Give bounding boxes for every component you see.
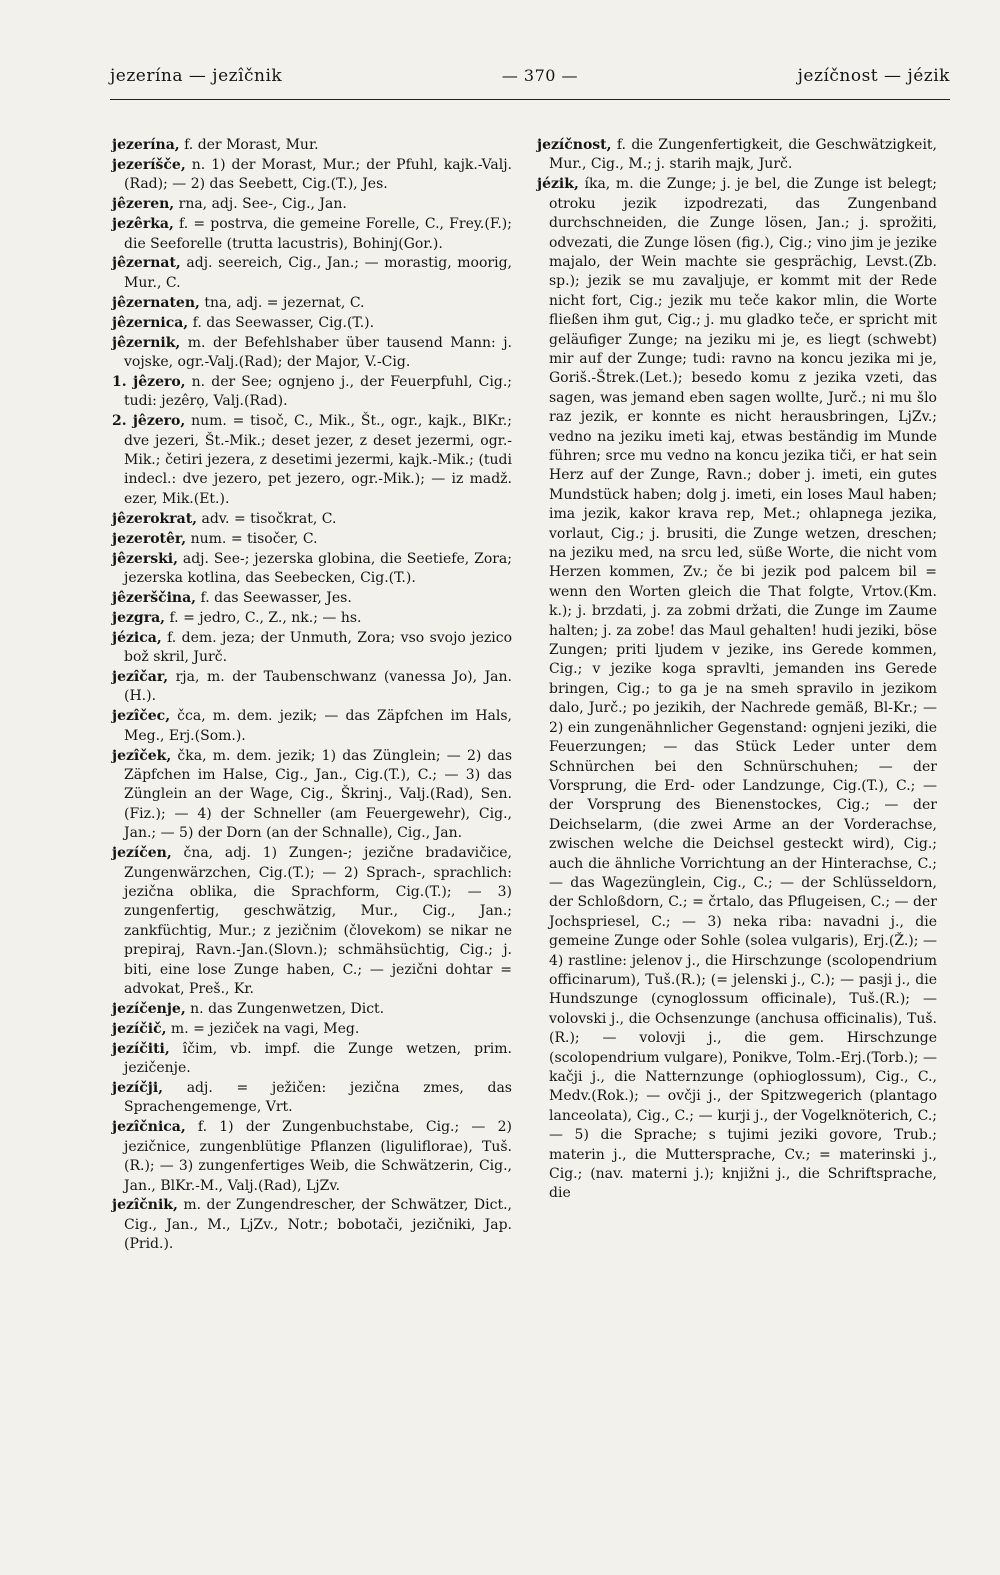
entry-headword: jezîček, (112, 747, 172, 764)
entry-definition: f. die Zungenfertigkeit, die Geschwätzigkeit, Mur., Cig., M.; j. starih majk, Jurč. (549, 137, 937, 173)
entry-definition: îčim, vb. impf. die Zunge wetzen, prim. jezičenje. (124, 1040, 512, 1077)
entry-definition: f. = jedro, C., Z., nk.; — hs. (165, 609, 362, 626)
left-column (112, 136, 512, 1255)
dictionary-entry (112, 668, 512, 707)
entry-headword: jezerína, (112, 137, 180, 153)
entry-definition: f. das Seewasser, Cig.(T.). (188, 314, 375, 331)
dictionary-entry (112, 254, 512, 293)
dictionary-entry (112, 1196, 512, 1254)
header-rule (110, 99, 950, 100)
entry-headword: jezíčnost, (537, 137, 612, 153)
dictionary-entry (112, 1000, 512, 1019)
entry-definition: num. = tisočer, C. (186, 530, 318, 547)
entry-definition: n. 1) der Morast, Mur.; der Pfuhl, kajk.-Valj.(Rad); — 2) das Seebett, Cig.(T.), Jes. (124, 156, 512, 193)
entry-definition: tna, adj. = jezernat, C. (199, 294, 365, 311)
dictionary-entry (112, 294, 512, 313)
dictionary-entry (112, 609, 512, 628)
dictionary-entry (112, 550, 512, 589)
entry-definition: íka, m. die Zunge; j. je bel, die Zunge ist belegt; otroku jezik izpodrezati, das Zungenband durchschneiden, die Zunge lösen, Jan.; j. sprožiti, odvezati, die Zunge lösen (fig.), Cig.; vino jim je jezike majalo, der Wein machte sie gesprächig, Levst.(Zb. sp.); jezik se mu zavaljuje, er kommt mit der Rede nicht fort, Cig.; jezik mu teče kakor mlin, die Worte fließen ihm gut, Cig.; j. mu gladko teče, er spricht mit geläufiger Zunge; na jeziku mi je, es liegt (schwebt) mir auf der Zunge; tudi: ravno na koncu jezika mi je, Goriš.-Štrek.(Let.); besedo komu z jezika vzeti, das sagen, was jemand eben sagen wollte, Jurč.; ni mu šlo raz jezik, er konnte es nicht herausbringen, LjZv.; vedno na jeziku imeti kaj, etwas beständig im Munde führen; srce mu vedno na koncu jezika tiči, er hat sein Herz auf der Zunge, Ravn.; dober j. imeti, ein gutes Mundstück haben; dolg j. imeti, ein loses Maul haben; ima jezik, kakor krava rep, Met.; ohlapnega jezika, vorlaut, Cig.; j. brusiti, die Zunge wetzen, dreschen; na jeziku med, na srcu led, süße Worte, die nicht vom Herzen kommen, Zv.; če bi jezik pod palcem bil = wenn den Worten gleich die That folgte, Vrtov.(Km. k.); j. brzdati, j. za zobmi držati, die Zunge im Zaume halten; j. za zobe! das Maul gehalten! hudi jeziki, böse Zungen; priti ljudem v jezike, ins Gerede kommen, Cig.; v jezike koga spravlti, jemanden ins Gerede bringen, Cig.; to ga je na smeh spravilo in jezikom dalo, Jurč.; po jezikih, der Nachrede gemäß, Bl-Kr.; — 2) ein zungenähnlicher Gegenstand: ognjeni jeziki, die Feuerzungen; — das Stück Leder unter dem Schnürchen bei den Schnürschuhen; — der Vorsprung, die Erd- oder Landzunge, Cig.(T.), C.; — der Vorsprung des Bienenstockes, Cig.; — der Deichselarm, (die zwei Arme an der Vorderachse, zwischen welche die Deichsel gesteckt wird), Cig.; auch die ähnliche Vorrichtung an der Hinterachse, C.; — das Wagezünglein, Cig., C.; — der Schlüsseldorn, der Schloßdorn, C.; = črtalo, das Pflugeisen, C.; — der Jochspriesel, C.; — 3) neka riba: navadni j., die gemeine Zunge oder Sohle (solea vulgaris), Erj.(Ž.); — 4) rastline: jelenov j., die Hirschzunge (scolopendrium officinarum), Tuš.(R.); (= jelenski j., C.); — pasji j., die Hundszunge (cynoglossum officinale), Tuš.(R.); — volovski j., die Ochsenzunge (anchusa officinalis), Tuš.(R.); — volovji j., die gem. Hirschzunge (scolopendrium vulgare), Ponikve, Tolm.-Erj.(Torb.); — kačji j., die Natternzunge (ophioglossum), Cig., C., Medv.(Rok.); — ovčji j., der Spitzwegerich (plantago lanceolata), Cig., C.; — kurji j., der Vogelknöterich, C.; — 5) die Sprache; s tujimi jeziki govore, Trub.; materin j., die Muttersprache, Cv.; = materinski j., Cig.; (nav. materni j.); knjižni j., die Schriftsprache, die (549, 176, 937, 1202)
dictionary-entry (537, 136, 937, 175)
entry-headword: jezîčar, (112, 668, 169, 685)
entry-headword: 2. jêzero, (112, 413, 186, 430)
entry-headword: jézica, (112, 629, 162, 646)
running-header (110, 66, 950, 96)
dictionary-entry (112, 747, 512, 844)
entry-headword: jêzerokrat, (112, 510, 198, 527)
entry-definition: adj. See-; jezerska globina, die Seetiefe, Zora; jezerska kotlina, das Seebecken, Cig.(T.). (124, 550, 512, 586)
entry-headword: jezíčenje, (112, 1000, 186, 1017)
entry-headword: jêzerski, (112, 550, 178, 567)
entry-headword: jêzernik, (112, 334, 181, 351)
dictionary-entry (112, 1079, 512, 1118)
entry-definition: m. der Zungendrescher, der Schwätzer, Dict., Cig., Jan., M., LjZv., Notr.; bobotači, jezičniki, Jap.(Prid.). (124, 1197, 512, 1253)
entry-headword: jezíčiti, (112, 1040, 170, 1057)
entry-headword: jezíčen, (112, 845, 172, 862)
entry-definition: adv. = tisočkrat, C. (197, 510, 337, 527)
entry-headword: jezîčnik, (112, 1197, 178, 1214)
entry-definition: num. = tisoč, C., Mik., Št., ogr., kajk., BlKr.; dve jezeri, Št.-Mik.; deset jezer, z deset jezermi, ogr.-Mik.; četiri jezera, z desetimi jezermi, kajk.-Mik.; (tudi indecl.: dve jezero, pet jezero, ogr.-Mik.); — iz madž. ezer, Mik.(Et.). (124, 413, 512, 507)
dictionary-entry (112, 195, 512, 214)
dictionary-entry (112, 373, 512, 412)
entry-headword: jêzeren, (112, 196, 175, 213)
entry-headword: 1. jêzero, (112, 373, 186, 390)
dictionary-entry (112, 314, 512, 333)
entry-definition: m. = jeziček na vagi, Meg. (166, 1020, 360, 1037)
entry-definition: rna, adj. See-, Cig., Jan. (174, 196, 347, 213)
dictionary-entry (112, 707, 512, 746)
entry-definition: rja, m. der Taubenschwanz (vanessa Jo), Jan.(H.). (124, 668, 512, 705)
dictionary-entry (112, 510, 512, 529)
entry-definition: adj. seereich, Cig., Jan.; — morastig, moorig, Mur., C. (124, 255, 512, 291)
dictionary-entry (112, 215, 512, 254)
entry-definition: čna, adj. 1) Zungen-; jezične bradavičice, Zungenwärzchen, Cig.(T.); — 2) Sprach-, sprachlich: jezična oblika, die Sprachform, Cig.(T.); — 3) zungenfertig, geschwätzig, Mur., Cig., Jan.; zankfüchtig, Mur.; z jezičnim (človekom) se nikar ne prepiraj, Ravn.-Jan.(Slovn.); schmähsüchtig, Cig.; j. biti, eine lose Zunge haben, C.; — jezični dohtar = advokat, Preš., Kr. (124, 845, 512, 997)
dictionary-entry (112, 530, 512, 549)
entry-definition: f. der Morast, Mur. (179, 137, 319, 153)
entry-headword: jêzerščina, (112, 589, 197, 606)
entry-definition: f. = postrva, die gemeine Forelle, C., Frey.(F.); die Seeforelle (trutta lacustris), Bohinj(Gor.). (124, 216, 512, 252)
entry-headword: jezêrka, (112, 216, 174, 233)
entry-definition: m. der Befehlshaber über tausend Mann: j. vojske, ogr.-Valj.(Rad); der Major, V.-Cig. (124, 334, 512, 370)
entry-definition: f. das Seewasser, Jes. (196, 589, 352, 606)
dictionary-entry (112, 629, 512, 668)
entry-definition: f. dem. jeza; der Unmuth, Zora; vso svojo jezico bož skril, Jurč. (124, 629, 512, 666)
dictionary-entry (112, 334, 512, 373)
entry-definition: adj. = ježičen: jezična zmes, das Sprachengemenge, Vrt. (124, 1080, 512, 1116)
dictionary-entry (112, 1040, 512, 1079)
entry-definition: n. der See; ognjeno j., der Feuerpfuhl, Cig.; tudi: jezêrọ, Valj.(Rad). (124, 373, 512, 410)
right-column (537, 136, 937, 1204)
dictionary-entry (112, 589, 512, 608)
entry-headword: jezîčec, (112, 708, 171, 725)
entry-headword: jezeríšče, (112, 156, 186, 173)
page-number: — 370 — (501, 66, 579, 85)
dictionary-entry (537, 175, 937, 1204)
dictionary-entry (112, 412, 512, 509)
dictionary-entry (112, 844, 512, 999)
dictionary-entry (112, 136, 512, 155)
dictionary-entry (112, 1118, 512, 1196)
dictionary-entry (112, 1020, 512, 1039)
entry-definition: čka, m. dem. jezik; 1) das Zünglein; — 2) das Zäpfchen im Halse, Cig., Jan., Cig.(T.), C.; — 3) das Zünglein an der Wage, Cig., Škrinj., Valj.(Rad), Sen.(Fiz.); — 4) der Schneller (am Feuergewehr), Cig., Jan.; — 5) der Dorn (an der Schnalle), Cig., Jan. (124, 747, 512, 842)
entry-headword: jezíčji, (112, 1080, 164, 1096)
entry-definition: f. 1) der Zungenbuchstabe, Cig.; — 2) jezičnice, zungenblütige Pflanzen (liguliflorae), Tuš.(R.); — 3) zungenfertiges Weib, die Schwätzerin, Cig., Jan., BlKr.-M., Valj.(Rad), LjZv. (124, 1119, 512, 1194)
entry-headword: jezgra, (112, 609, 166, 626)
dictionary-entry (112, 156, 512, 195)
entry-definition: čca, m. dem. jezik; — das Zäpfchen im Hals, Meg., Erj.(Som.). (124, 708, 512, 744)
entry-headword: jezíčič, (112, 1020, 167, 1037)
entry-headword: jezîčnica, (112, 1119, 186, 1136)
entry-headword: jêzernica, (112, 314, 189, 331)
entry-definition: n. das Zungenwetzen, Dict. (185, 1000, 385, 1017)
header-right-guideword: jezíčnost — jézik (797, 66, 950, 86)
entry-headword: jêzernaten, (112, 294, 200, 311)
entry-headword: jézik, (537, 176, 579, 193)
entry-headword: jezerotêr, (112, 530, 187, 547)
entry-headword: jêzernat, (112, 255, 181, 272)
header-left-guideword: jezerína — jezîčnik (110, 66, 283, 86)
